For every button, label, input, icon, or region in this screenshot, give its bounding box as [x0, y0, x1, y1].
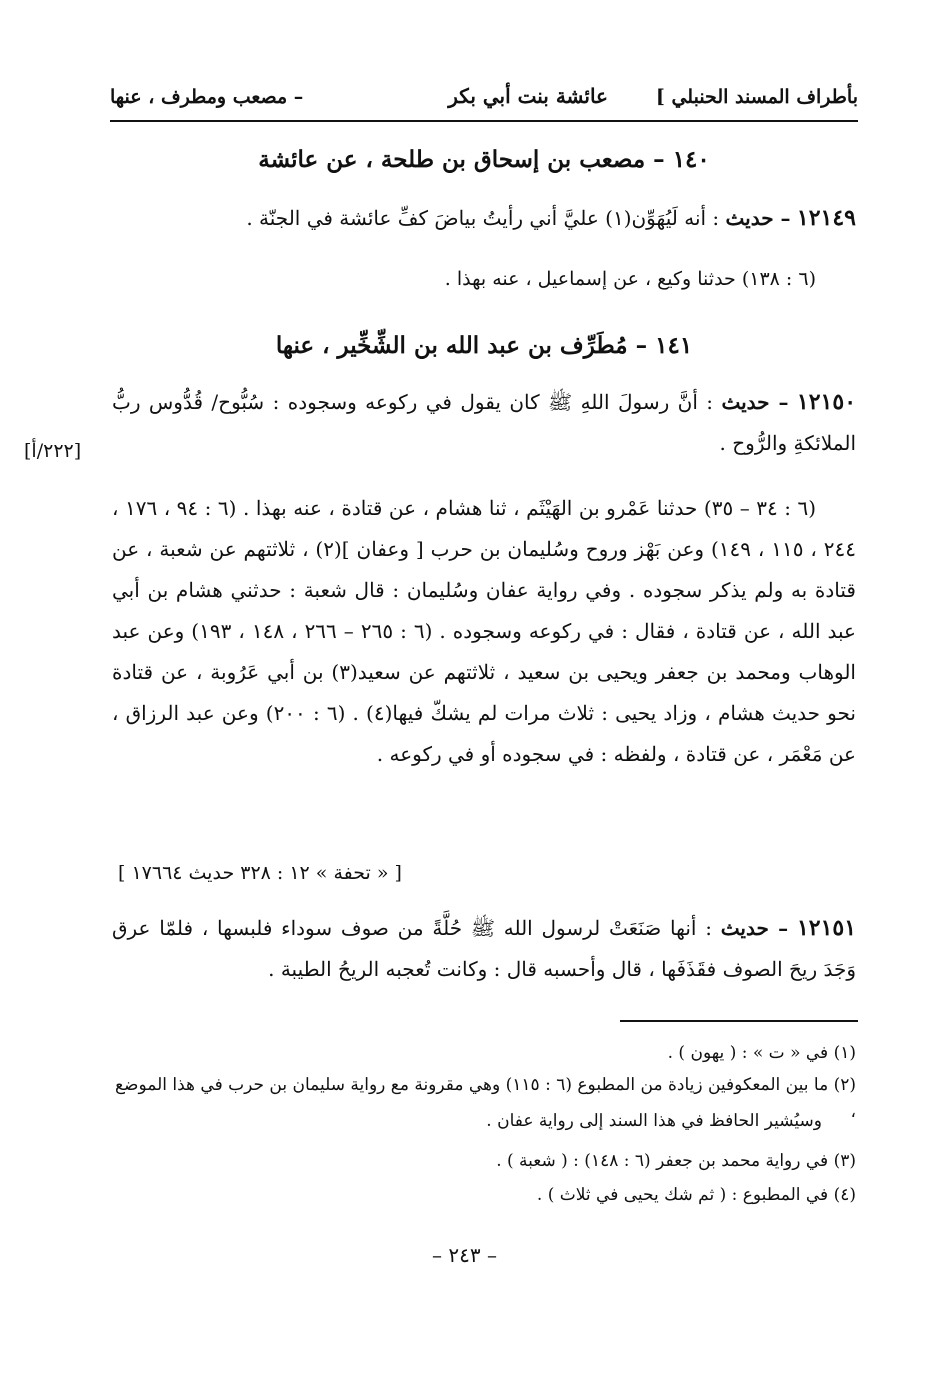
header-chapter-title: عائشة بنت أبي بكر — [448, 84, 608, 108]
hadith-text: : أنه لَيُهَوِّن(١) عليَّ أني رأيتُ بياضَ كفِّ عائشة في الجنّة . — [246, 206, 720, 230]
header-subsection: – مصعب ومطرف ، عنها — [110, 86, 304, 108]
section-title-140: ١٤٠ – مصعب بن إسحاق بن طلحة ، عن عائشة — [258, 146, 710, 173]
running-header — [110, 82, 858, 122]
footnote-2-continuation: وسيُشير الحافظ في هذا السند إلى رواية عفان . — [486, 1111, 822, 1131]
header-divider — [110, 120, 858, 122]
footnote-1: (١) في « ت » : ( يهون ) . — [667, 1043, 856, 1063]
hadith-number: ١٢١٥١ — [796, 915, 857, 941]
footnote-divider — [620, 1020, 858, 1022]
footnote-4: (٤) في المطبوع : ( ثم شك يحيى في ثلاث ) . — [536, 1185, 856, 1205]
hadith-label: – حديث — [721, 390, 789, 414]
section-title-141: ١٤١ – مُطَرِّف بن عبد الله بن الشِّخِّير ، عنها — [275, 332, 693, 359]
page-number: – ٢٤٣ – — [432, 1243, 497, 1267]
header-book-title: بأطراف المسند الحنبلي ] — [655, 86, 858, 108]
hadith-number: ١٢١٤٩ — [796, 205, 856, 231]
tuhfa-reference: [ « تحفة » ١٢ : ٣٢٨ حديث ١٧٦٦٤ ] — [118, 862, 402, 884]
hadith-label: – حديث — [720, 916, 789, 940]
hadith-12149 — [112, 198, 856, 239]
footnote-2: (٢) ما بين المعكوفين زيادة من المطبوع (٦ : ١١٥) وهي مقرونة مع رواية سليمان بن حرب في هذا الموضع ، — [115, 1075, 856, 1122]
hadith-text: : أنَّ رسولَ اللهِ ﷺ كان يقول في ركوعه وسجوده : سُبُّوح/ قُدُّوس ربُّ الملائكةِ والرُّوح . — [112, 390, 856, 455]
manuscript-folio-marker: [٢٢٢/أ] — [24, 440, 82, 462]
hadith-12149-reference: (٦ : ١٣٨) حدثنا وكيع ، عن إسماعيل ، عنه بهذا . — [444, 268, 816, 290]
hadith-text: : أنها صَنَعَتْ لرسول الله ﷺ حُلَّةً من صوف سوداء فلبسها ، فلمّا عرق وَجَدَ ريحَ الصوف فقَذَفَها ، قال وأحسبه قال : وكانت تُعجبه الريحُ الطيبة . — [112, 916, 856, 981]
hadith-number: ١٢١٥٠ — [796, 389, 857, 415]
footnote-3: (٣) في رواية محمد بن جعفر (٦ : ١٤٨) : ( شعبة ) . — [496, 1151, 856, 1171]
hadith-12150 — [112, 382, 856, 464]
hadith-label: – حديث — [725, 206, 791, 230]
hadith-12150-isnad: (٦ : ٣٤ – ٣٥) حدثنا عَمْرو بن الهَيْثَم ، ثنا هشام ، عن قتادة ، عنه بهذا . (٦ : ٩٤ ، ١٧٦ ، ٢٤٤ ، ١١٥ ، ١٤٩) وعن بَهْز وروح وسُليمان بن حرب [ وعفان ](٢) ، ثلاثتهم عن شعبة ، عن قتادة به ولم يذكر سجوده . وفي رواية عفان وسُليمان : قال شعبة : حدثني هشام بن أبي عبد الله ، عن قتادة ، فقال : في ركوعه وسجوده . (٦ : ٢٦٥ – ٢٦٦ ، ١٤٨ ، ١٩٣) وعن عبد الوهاب ومحمد بن جعفر ويحيى بن سعيد ، ثلاثتهم عن سعيد(٣) بن أبي عَرُوبة ، عن قتادة نحو حديث هشام ، وزاد يحيى : ثلاث مرات لم يشكّ فيها(٤) . (٦ : ٢٠٠) وعن عبد الرزاق ، عن مَعْمَر ، عن قتادة ، ولفظه : في سجوده أو في ركوعه . — [112, 496, 857, 766]
hadith-12151 — [112, 908, 856, 990]
